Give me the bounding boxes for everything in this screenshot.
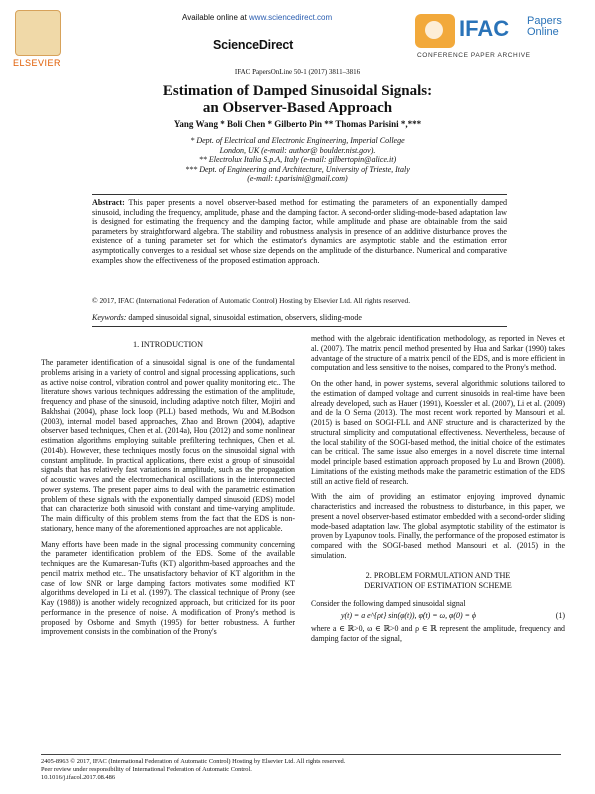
paper-title: Estimation of Damped Sinusoidal Signals: an Observer-Based Approach [162,83,433,116]
journal-reference: IFAC PapersOnLine 50-1 (2017) 3811–3816 [234,68,361,76]
elsevier-tree-icon [15,10,61,56]
keywords-bottom-rule [92,326,507,327]
elsevier-logo [12,10,62,68]
equation-1 [311,611,565,621]
abstract-top-rule [92,194,507,195]
elsevier-wordmark: ELSEVIER [12,58,62,68]
intro-paragraph-3: method with the algebraic identification methodology, as reported in Neves et al. (2007). The matrix pencil method presented by Hua and Sarkar (1990) takes advantage of the structure of a matrix pencil of the EDS, and is more efficient in computation and less sensitive to the noises, compared to the Prony's method. [311,334,565,373]
intro-paragraph-2: Many efforts have been made in the signal processing community concerning the parameter identification problem of the EDS. Some of the available techniques are the Kumaresan-Tufts (KT) algorithm-based approaches and the pencil matrix method etc.. The unsatisfactory behavior of KT algorithm in the case of low SNR or large damping factors motivates some modified KT algorithms developed in Li et al. (1997). The classical technique of Prony (see Kay (1988)) is another widely recognized approach, but criticized for its poor performance in the presence of noise. A modification of Prony's method is proposed by Osborne and Smyth (1995) for better robustness. A further improvement consists in the combination of the Prony's [41,539,295,637]
abstract [92,198,507,265]
copyright-line: © 2017, IFAC (International Federation of Automatic Control) Hosting by Elsevier Ltd. All rights reserved. [92,296,411,305]
right-column [311,334,565,650]
affiliations: * Dept. of Electrical and Electronic Engineering, Imperial College London, UK (e-mail: author@ boulder.nist.gov). ** Electrolux Italia S.p.A, Italy (e-mail: gilbertopin@alice.it) *** Dept. of Engineering and Architecture, University of Trieste, Italy (e-mail: t.parisini@gmail.com) [185,136,410,184]
footer-rule [41,754,561,755]
footer [41,758,561,782]
equation-number: (1) [555,611,565,621]
sciencedirect-link[interactable]: www.sciencedirect.com [249,13,333,22]
section-2-heading: 2. PROBLEM FORMULATION AND THE DERIVATION OF ESTIMATION SCHEME [364,570,512,590]
ifac-logo [415,14,585,62]
conference-archive-tagline: CONFERENCE PAPER ARCHIVE [417,52,531,59]
left-column [41,340,295,643]
footer-issn: 2405-8963 © 2017, IFAC (International Federation of Automatic Control) Hosting by Elsevier Ltd. All rights reserved. [41,758,346,765]
papers-online-wordmark: Papers Online [527,15,562,38]
author-list: Yang Wang * Boli Chen * Gilberto Pin ** Thomas Parisini *,*** [173,119,422,129]
keywords [92,313,507,322]
footer-doi[interactable]: 10.1016/j.ifacol.2017.08.486 [41,774,116,781]
footer-peer-review: Peer review under responsibility of International Federation of Automatic Control. [41,766,252,773]
intro-paragraph-1: The parameter identification of a sinusoidal signal is one of the fundamental problems arising in a variety of control and signal processing applications, such as active noise control, vibration control and power quality monitoring etc.. The literature shows various techniques addressing the estimation of the amplitude, frequency and phase of the sinusoid, including adaptive notch filter, Mojiri and Bakhshai (2004), phase lock loop (PLL) based methods, Wu and M.Bodson (2003), internal model based approaches, Zhao and Brown (2004), adaptive observer based techniques, Chen et al. (2014a), Hou (2012) and some nonlinear estimation algorithms employing suitable prefiltering techniques, Chen et al. (2014b). However, these techniques mostly focus on the sinusoidal signal with constant amplitude. In practical applications, there exist a group of sinusoidal signals that has relatively fast variations in amplitude, such as the propagation of acoustic waves and the electromechanical oscillations in the interconnected power systems. The present paper aims to deal with the parametric estimation problem of these signals with the exponentially damped sinusoid (EDS) model that can characterize both sinusoid with constant and time-varying amplitude. The main difficulty of this problem stems from the fact that the EDS is non-stationary, hence many of the aforementioned approaches are not applicable. [41,358,295,533]
section-1-heading: 1. INTRODUCTION [132,340,204,349]
keywords-text: damped sinusoidal signal, sinusoidal estimation, observers, sliding-mode [128,313,362,322]
availability-line: Available online at www.sciencedirect.com [182,13,333,22]
keywords-label: Keywords: [92,313,127,322]
intro-paragraph-5: With the aim of providing an estimator enjoying improved dynamic characteristics and increased the robustness to disturbance, in this paper, we present a novel observer-based estimator embedded with a second-order sliding mode-based adaptation law. The global asymptotic stability of the estimator is proven by Lyapunov tools. Finally, the performance of the proposed estimator is compared with the SOGI-based method Mansouri et al. (2015) in the simulation. [311,492,565,560]
intro-paragraph-4: On the other hand, in power systems, several algorithmic solutions tailored to the estimation of damped voltage and current sinusoids in real-time have been already developed, such as Hauer (1991), Koessler et al. (2007), Li et al. (2009) and de la O Serna (2013). The most recent work reported by Mansouri et al. (2015) is based on SOGI-FLL and ANF structure and is characterized by the structural simplicity and computational effectiveness. Nevertheless, because of the local stability of the SOGI-based method, the initial choice of the estimates can be critical. The same issue also emerges in a novel discrete time internal model principle based estimation approach proposed by Lu and Brown (2008). Limitations of the existing methods make the parametric estimation of the EDS still an active field of research. [311,379,565,486]
abstract-label: Abstract: [92,198,125,207]
section-2-intro: Consider the following damped sinusoidal signal [311,598,466,608]
sciencedirect-logo: ScienceDirect [213,38,294,52]
ifac-globe-icon [415,14,455,48]
abstract-text: This paper presents a novel observer-based method for estimating the parameters of an exponentially damped sinusoid, including the frequency, amplitude, phase and the damping factor. A second-order sliding-mode-based adaptation law is designed for estimating the frequency and the damping factor, while amplitude and phase are obtainable from the said parameters by straightforward algebra. The stability and robustness analysis in presence of an additive disturbance proves the existence of a tuning parameter set for which the estimator's dynamics are asymptotic stable and the estimation error asymptotically converges to a residual set whose size depends on the amplitude of the disturbance. Numerical and comparative examples show the effectiveness of the proposed estimation approach. [92,198,507,265]
section-2-after: where a ∈ ℝ>0, ω ∈ ℝ>0 and ρ ∈ ℝ represent the amplitude, frequency and damping factor of the signal, [311,624,565,643]
equation-body: y(t) = a e^{ρt} sin(φ(t)), φ̇(t) = ω, φ(0) = ϕ [341,611,476,621]
ifac-wordmark: IFAC [459,16,510,41]
